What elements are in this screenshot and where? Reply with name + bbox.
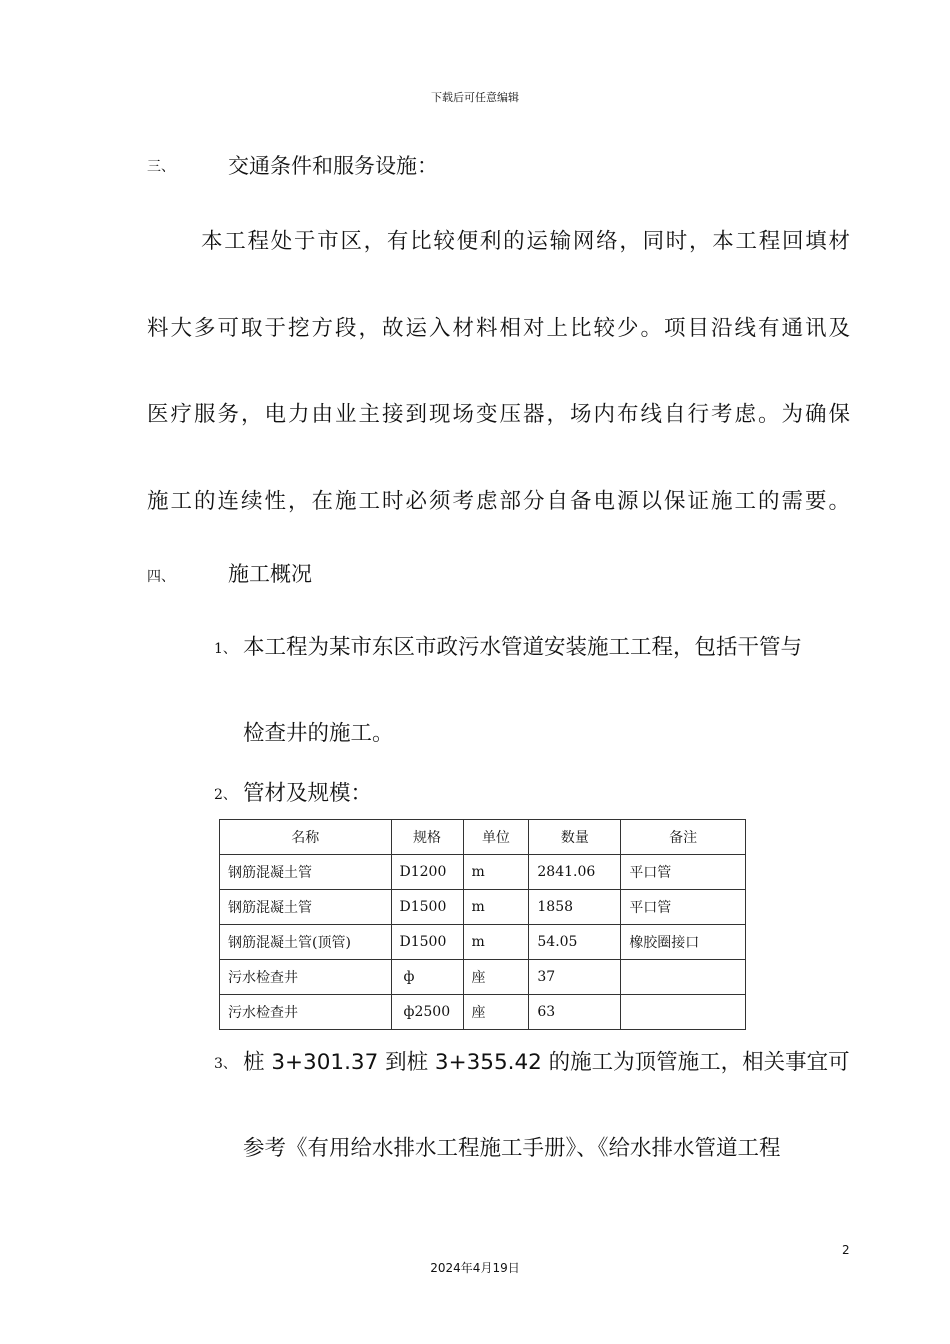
table-cell: 污水检查井	[220, 995, 392, 1030]
table-header-cell: 规格	[391, 820, 463, 855]
item-1-line-1: 本工程为某市东区市政污水管道安装施工工程，包括干管与	[243, 635, 803, 660]
page-header: 下载后可任意编辑	[431, 91, 519, 104]
table-header-cell: 名称	[220, 820, 392, 855]
table-cell: ф2500	[391, 995, 463, 1030]
item-2-number: 2、	[214, 787, 237, 803]
table-cell: D1500	[391, 890, 463, 925]
table-cell: ф	[391, 960, 463, 995]
table-row	[220, 960, 746, 995]
section-3-line-2: 料大多可取于挖方段，故运入材料相对上比较少。项目沿线有通讯及	[147, 316, 850, 341]
table-cell: 污水检查井	[220, 960, 392, 995]
item-3-number: 3、	[214, 1056, 237, 1072]
section-3-number: 三、	[147, 159, 175, 175]
table-cell: 座	[463, 995, 529, 1030]
table-cell: m	[463, 925, 529, 960]
page-number: 2	[842, 1243, 850, 1257]
section-4-number: 四、	[147, 569, 175, 585]
table-cell: m	[463, 855, 529, 890]
section-3-line-4: 施工的连续性，在施工时必须考虑部分自备电源以保证施工的需要。	[147, 489, 850, 514]
section-3-line-1: 本工程处于市区，有比较便利的运输网络，同时，本工程回填材	[201, 229, 850, 254]
table-row	[220, 890, 746, 925]
table-cell: 54.05	[529, 925, 621, 960]
table-header-row	[220, 820, 746, 855]
table-cell: 钢筋混凝土管	[220, 890, 392, 925]
table-cell: 37	[529, 960, 621, 995]
table-cell: 2841.06	[529, 855, 621, 890]
item-2-text: 管材及规模：	[243, 781, 373, 806]
table-row	[220, 925, 746, 960]
table-cell: 平口管	[621, 855, 746, 890]
section-4-title: 施工概况	[228, 562, 312, 586]
table-cell: 平口管	[621, 890, 746, 925]
table-header-cell: 数量	[529, 820, 621, 855]
table-header-cell: 备注	[621, 820, 746, 855]
table-cell	[621, 995, 746, 1030]
table-cell: 63	[529, 995, 621, 1030]
table-cell: D1200	[391, 855, 463, 890]
pipe-spec-table	[219, 819, 746, 1030]
item-1-line-2: 检查井的施工。	[243, 721, 394, 746]
item-1-number: 1、	[214, 641, 237, 657]
table-header-cell: 单位	[463, 820, 529, 855]
table-cell: 1858	[529, 890, 621, 925]
table-row	[220, 995, 746, 1030]
item-3-line-1: 桩 3+301.37 到桩 3+355.42 的施工为顶管施工，相关事宜可	[243, 1050, 850, 1075]
table-cell: 钢筋混凝土管	[220, 855, 392, 890]
table-cell: 橡胶圈接口	[621, 925, 746, 960]
table-cell: 座	[463, 960, 529, 995]
table-cell	[621, 960, 746, 995]
table-row	[220, 855, 746, 890]
section-3-title: 交通条件和服务设施：	[228, 154, 438, 178]
footer-date: 2024年4月19日	[430, 1261, 520, 1275]
table-cell: m	[463, 890, 529, 925]
table-cell: 钢筋混凝土管(顶管)	[220, 925, 392, 960]
item-3-line-2: 参考《有用给水排水工程施工手册》、《给水排水管道工程	[243, 1136, 781, 1161]
section-3-line-3: 医疗服务，电力由业主接到现场变压器，场内布线自行考虑。为确保	[147, 402, 850, 427]
table-cell: D1500	[391, 925, 463, 960]
